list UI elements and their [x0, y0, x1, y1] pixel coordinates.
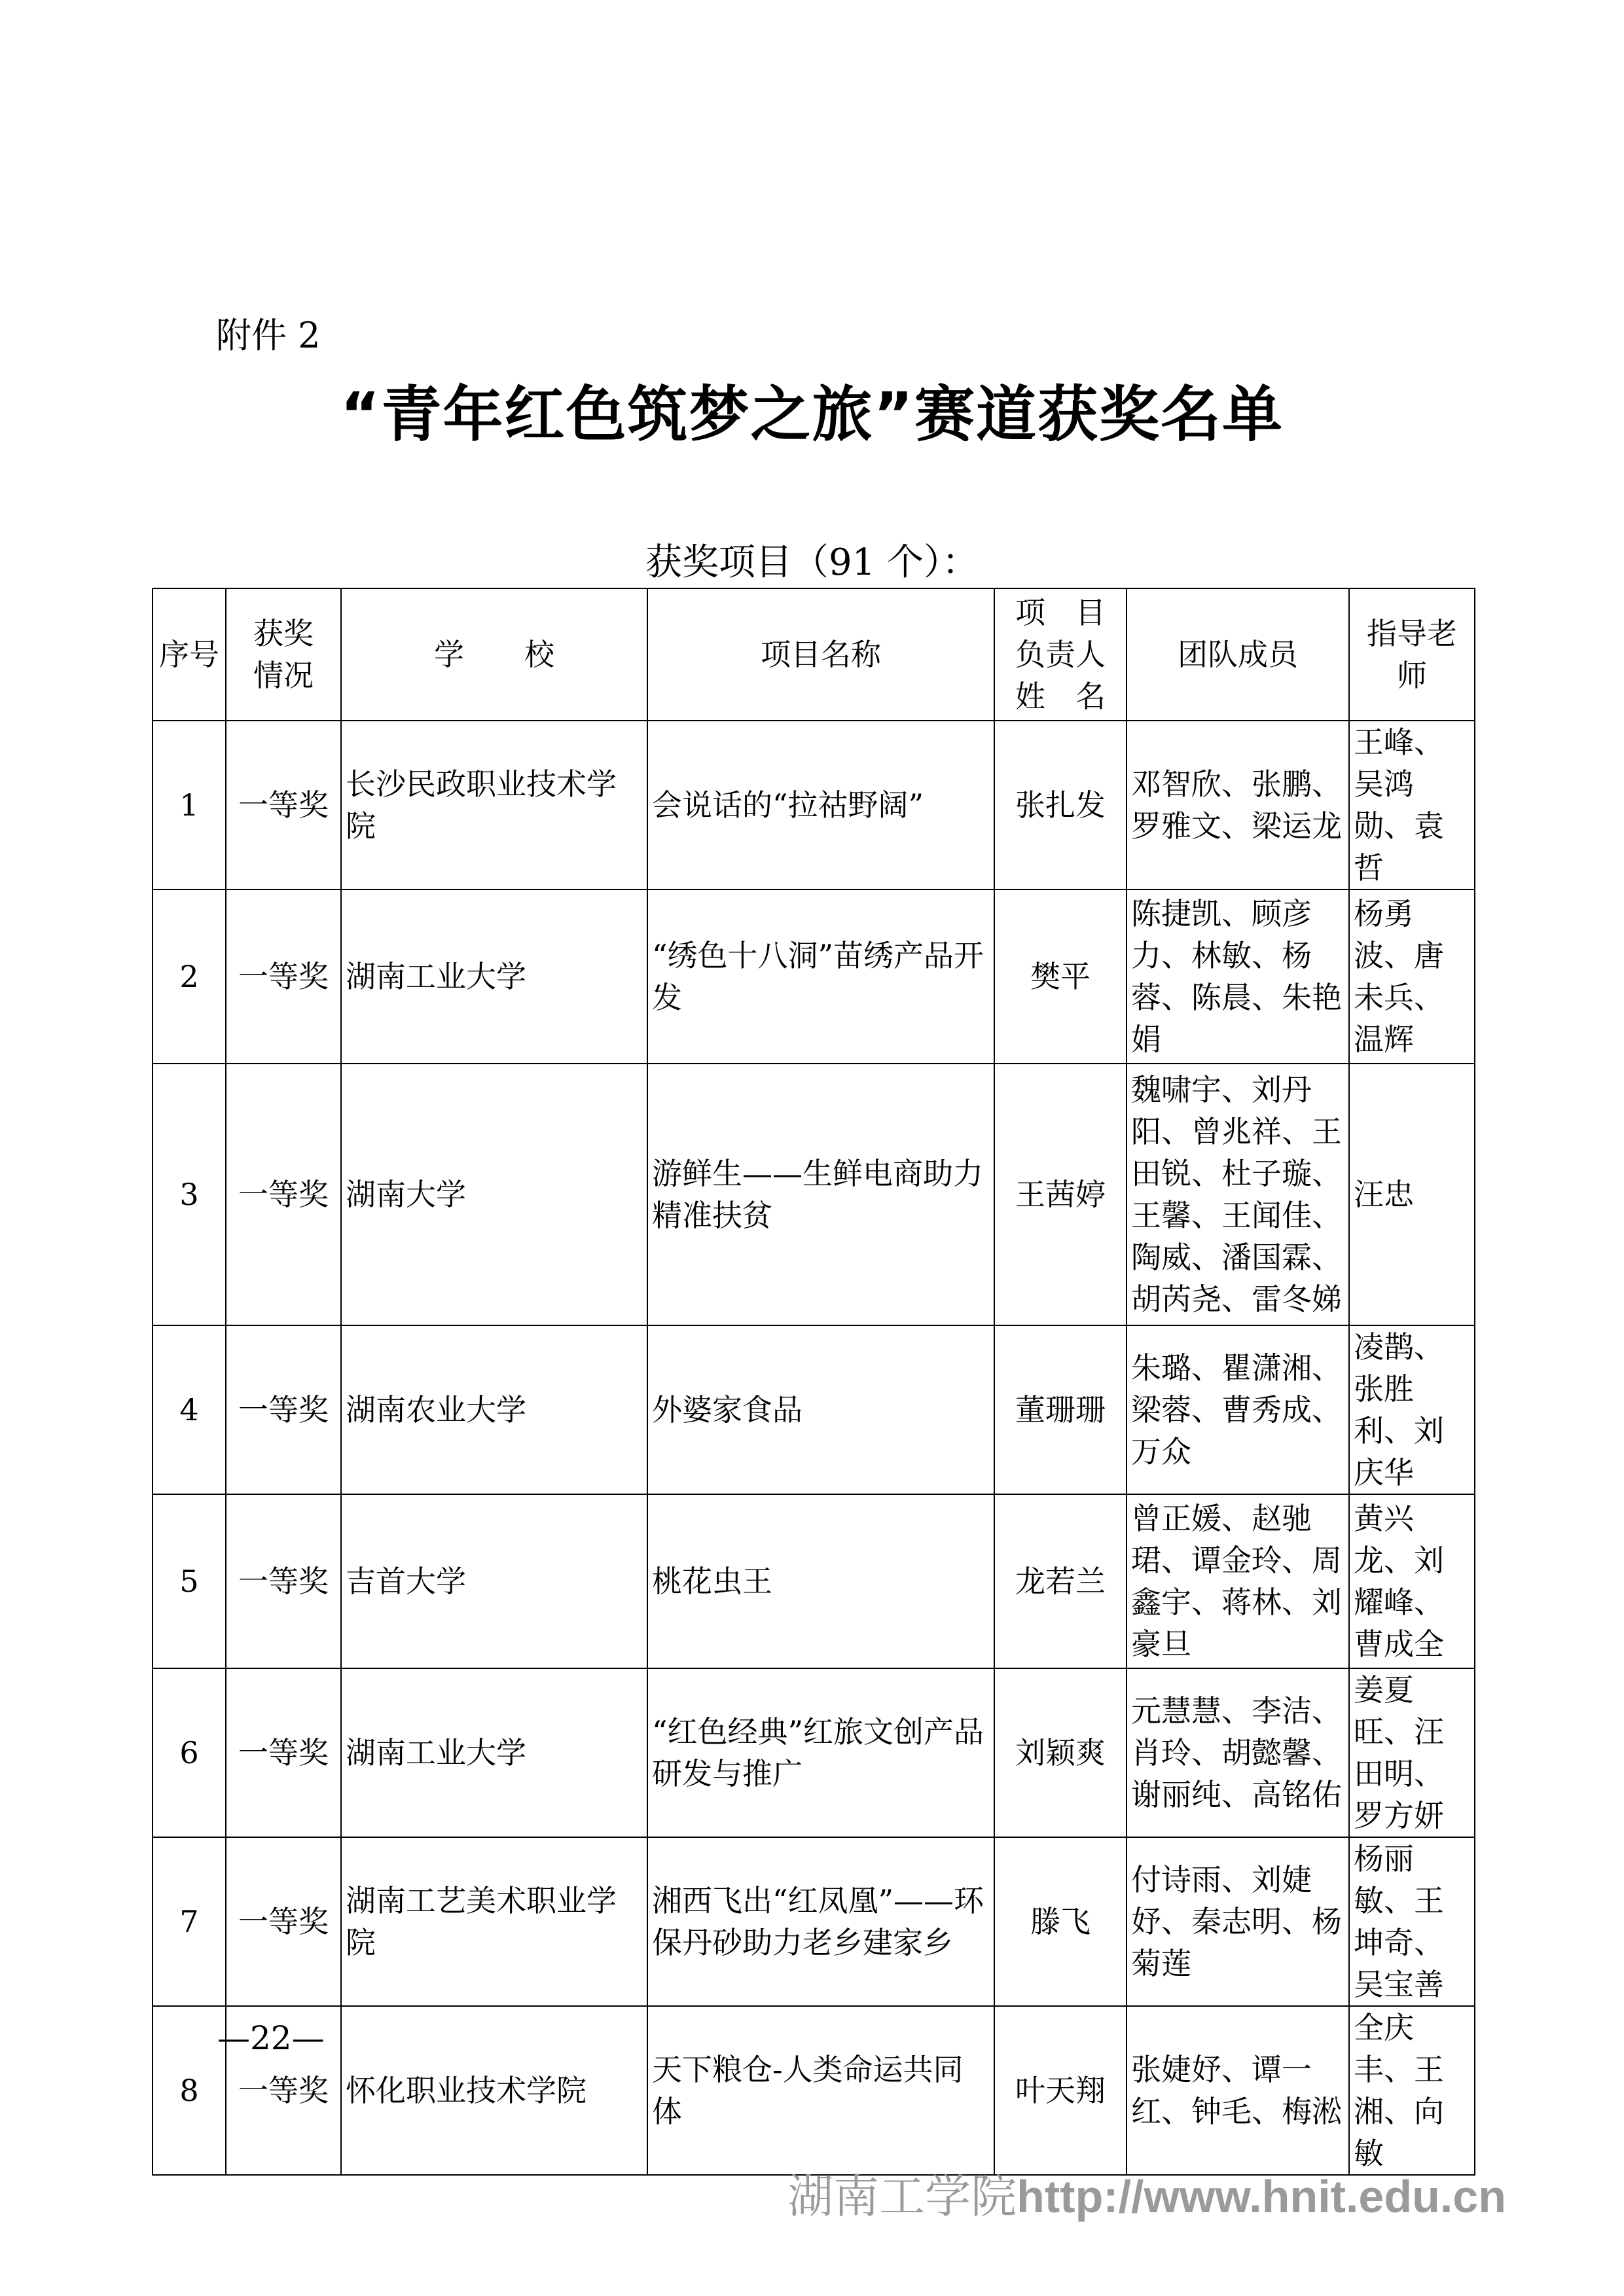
cell-members: 曾正媛、赵驰珺、谭金玲、周鑫宇、蒋林、刘豪旦 — [1127, 1494, 1349, 1668]
cell-advisors: 杨勇波、唐未兵、温辉 — [1349, 889, 1475, 1064]
cell-school: 湖南工业大学 — [341, 889, 647, 1064]
cell-members: 元慧慧、李洁、肖玲、胡懿馨、谢丽纯、高铭佑 — [1127, 1668, 1349, 1837]
cell-award: 一等奖 — [226, 1064, 341, 1325]
cell-project: 游鲜生——生鲜电商助力精准扶贫 — [647, 1064, 994, 1325]
cell-award: 一等奖 — [226, 889, 341, 1064]
watermark-url: http://www.hnit.edu.cn — [1017, 2171, 1506, 2222]
cell-project: 会说话的“拉祜野阔” — [647, 721, 994, 889]
cell-leader: 龙若兰 — [994, 1494, 1127, 1668]
table-row — [153, 889, 1475, 1064]
cell-award: 一等奖 — [226, 1325, 341, 1494]
cell-school: 湖南工艺美术职业学院 — [341, 1837, 647, 2006]
cell-leader: 樊平 — [994, 889, 1127, 1064]
cell-project: 湘西飞出“红凤凰”——环保丹砂助力老乡建家乡 — [647, 1837, 994, 2006]
cell-leader: 叶天翔 — [994, 2006, 1127, 2175]
cell-project: “绣色十八洞”苗绣产品开发 — [647, 889, 994, 1064]
header-project: 项目名称 — [647, 588, 994, 721]
header-school: 学 校 — [341, 588, 647, 721]
cell-award: 一等奖 — [226, 1837, 341, 2006]
cell-leader: 董珊珊 — [994, 1325, 1127, 1494]
cell-members: 陈捷凯、顾彦力、林敏、杨蓉、陈晨、朱艳娟 — [1127, 889, 1349, 1064]
cell-advisors: 汪忠 — [1349, 1064, 1475, 1325]
cell-members: 魏啸宇、刘丹阳、曾兆祥、王田锐、杜子璇、王馨、王闻佳、陶威、潘国霖、胡芮尧、雷冬娣 — [1127, 1064, 1349, 1325]
cell-seq: 7 — [153, 1837, 226, 2006]
page-title: “青年红色筑梦之旅”赛道获奖名单 — [340, 380, 1284, 450]
table-row — [153, 2006, 1475, 2175]
header-members: 团队成员 — [1127, 588, 1349, 721]
cell-school: 长沙民政职业技术学院 — [341, 721, 647, 889]
cell-advisors: 凌鹊、张胜利、刘庆华 — [1349, 1325, 1475, 1494]
cell-award: 一等奖 — [226, 1494, 341, 1668]
watermark — [787, 2160, 1506, 2226]
header-advisors: 指导老师 — [1349, 588, 1475, 721]
cell-school: 湖南工业大学 — [341, 1668, 647, 1837]
cell-project: 天下粮仓-人类命运共同体 — [647, 2006, 994, 2175]
table-row — [153, 721, 1475, 889]
cell-seq: 6 — [153, 1668, 226, 1837]
cell-school: 湖南农业大学 — [341, 1325, 647, 1494]
cell-school: 吉首大学 — [341, 1494, 647, 1668]
cell-project: “红色经典”红旅文创产品研发与推广 — [647, 1668, 994, 1837]
table-row — [153, 1668, 1475, 1837]
table-row — [153, 1837, 1475, 2006]
cell-leader: 张扎发 — [994, 721, 1127, 889]
cell-advisors: 全庆丰、王湘、向敏 — [1349, 2006, 1475, 2175]
cell-leader: 刘颖爽 — [994, 1668, 1127, 1837]
cell-advisors: 王峰、吴鸿勋、袁哲 — [1349, 721, 1475, 889]
cell-seq: 8 — [153, 2006, 226, 2175]
cell-award: 一等奖 — [226, 721, 341, 889]
cell-advisors: 姜夏旺、汪田明、罗方妍 — [1349, 1668, 1475, 1837]
cell-seq: 4 — [153, 1325, 226, 1494]
table-row — [153, 1494, 1475, 1668]
cell-members: 朱璐、瞿潇湘、梁蓉、曹秀成、万众 — [1127, 1325, 1349, 1494]
header-award: 获奖情况 — [226, 588, 341, 721]
cell-project: 桃花虫王 — [647, 1494, 994, 1668]
awards-table — [152, 588, 1475, 2176]
page-number: —22— — [217, 2019, 325, 2057]
cell-leader: 滕飞 — [994, 1837, 1127, 2006]
table-row — [153, 1064, 1475, 1325]
cell-award: 一等奖 — [226, 2006, 341, 2175]
cell-advisors: 黄兴龙、刘耀峰、曹成全 — [1349, 1494, 1475, 1668]
cell-leader: 王茜婷 — [994, 1064, 1127, 1325]
cell-school: 怀化职业技术学院 — [341, 2006, 647, 2175]
section-subtitle: 获奖项目（91 个）： — [645, 541, 979, 584]
cell-seq: 5 — [153, 1494, 226, 1668]
header-leader: 项 目负责人姓 名 — [994, 588, 1127, 721]
cell-school: 湖南大学 — [341, 1064, 647, 1325]
cell-seq: 2 — [153, 889, 226, 1064]
cell-seq: 1 — [153, 721, 226, 889]
attachment-label: 附件 2 — [216, 315, 321, 356]
cell-project: 外婆家食品 — [647, 1325, 994, 1494]
cell-members: 邓智欣、张鹏、罗雅文、梁运龙 — [1127, 721, 1349, 889]
cell-award: 一等奖 — [226, 1668, 341, 1837]
cell-advisors: 杨丽敏、王坤奇、吴宝善 — [1349, 1837, 1475, 2006]
watermark-cn: 湖南工学院 — [787, 2172, 1017, 2223]
table-row — [153, 1325, 1475, 1494]
cell-members: 张婕妤、谭一红、钟毛、梅淞 — [1127, 2006, 1349, 2175]
table-header-row — [153, 588, 1475, 721]
header-seq: 序号 — [153, 588, 226, 721]
cell-seq: 3 — [153, 1064, 226, 1325]
cell-members: 付诗雨、刘婕妤、秦志明、杨菊莲 — [1127, 1837, 1349, 2006]
